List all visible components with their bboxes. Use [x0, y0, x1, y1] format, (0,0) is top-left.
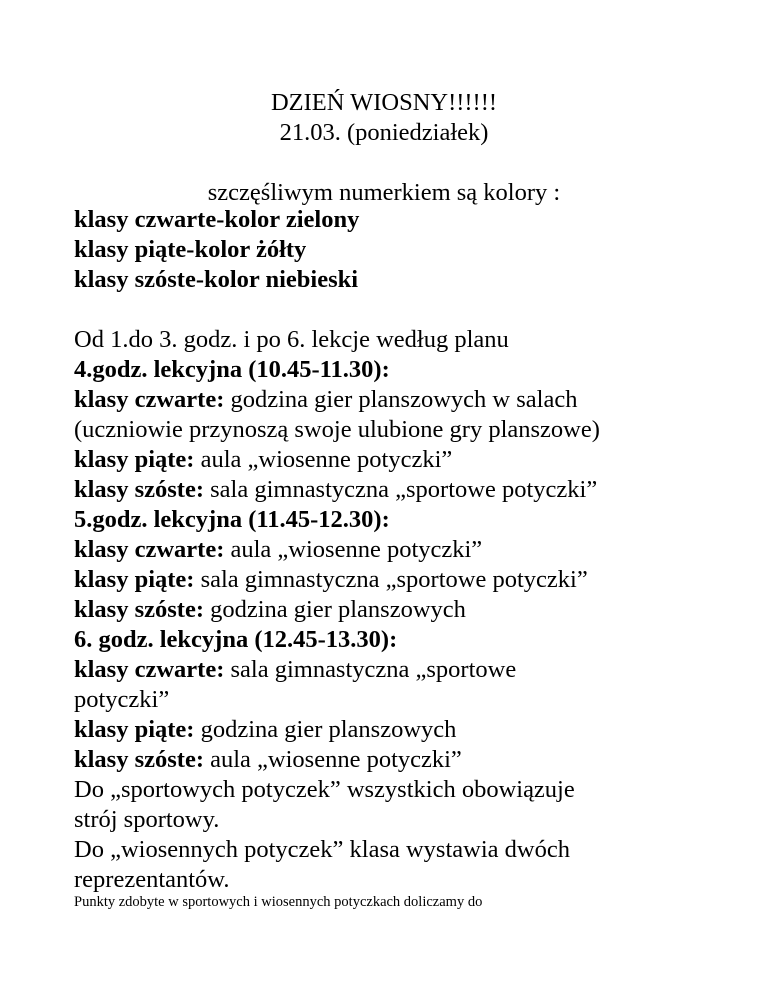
class-label: klasy piąte: — [74, 566, 195, 593]
lesson-6-czwarte-cont: potyczki” — [74, 686, 170, 713]
class-label: klasy szóste: — [74, 476, 204, 503]
class-label: klasy czwarte: — [74, 386, 225, 413]
lucky-number-item: klasy piąte-kolor żółty — [74, 236, 307, 263]
activity-text: godzina gier planszowych — [203, 596, 466, 623]
note-spring-line-2: reprezentantów. — [74, 866, 230, 893]
activity-text: sala gimnastyczna „sportowe potyczki” — [203, 476, 598, 503]
lesson-6-szoste — [74, 745, 462, 775]
activity-text: godzina gier planszowych — [194, 716, 457, 743]
lesson-5-heading: 5.godz. lekcyjna (11.45-12.30): — [74, 506, 390, 533]
lesson-4-szoste — [74, 475, 597, 505]
lesson-4-czwarte-note: (uczniowie przynoszą swoje ulubione gry planszowe) — [74, 416, 600, 443]
page-title: DZIEŃ WIOSNY!!!!!! — [270, 89, 498, 116]
activity-text: aula „wiosenne potyczki” — [194, 446, 453, 473]
class-label: klasy piąte: — [74, 446, 195, 473]
lucky-number-item: klasy czwarte-kolor zielony — [74, 206, 360, 233]
lesson-4-czwarte — [74, 385, 577, 415]
lesson-5-piate — [74, 565, 588, 595]
lesson-5-szoste — [74, 595, 466, 625]
class-label: klasy szóste: — [74, 746, 204, 773]
lesson-4-piate — [74, 445, 452, 475]
class-label: klasy czwarte: — [74, 656, 225, 683]
lesson-5-czwarte — [74, 535, 482, 565]
note-sport-line-2: strój sportowy. — [74, 806, 220, 833]
lucky-number-item: klasy szóste-kolor niebieski — [74, 266, 359, 293]
activity-text: aula „wiosenne potyczki” — [203, 746, 462, 773]
class-label: klasy szóste: — [74, 596, 204, 623]
activity-text: godzina gier planszowych w salach — [224, 386, 578, 413]
note-points: Punkty zdobyte w sportowych i wiosennych potyczkach doliczamy do — [74, 894, 483, 910]
lesson-4-heading: 4.godz. lekcyjna (10.45-11.30): — [74, 356, 390, 383]
class-label: klasy czwarte: — [74, 536, 225, 563]
note-spring-line-1: Do „wiosennych potyczek” klasa wystawia dwóch — [74, 836, 570, 863]
activity-text: aula „wiosenne potyczki” — [224, 536, 483, 563]
lucky-number-intro: szczęśliwym numerkiem są kolory : — [207, 179, 561, 206]
note-sport-line-1: Do „sportowych potyczek” wszystkich obowiązuje — [74, 776, 575, 803]
activity-text: sala gimnastyczna „sportowe potyczki” — [194, 566, 588, 593]
class-label: klasy piąte: — [74, 716, 195, 743]
activity-text: sala gimnastyczna „sportowe — [224, 656, 517, 683]
lesson-6-czwarte — [74, 655, 516, 685]
schedule-intro: Od 1.do 3. godz. i po 6. lekcje według planu — [74, 326, 509, 353]
lesson-6-piate — [74, 715, 456, 745]
lesson-6-heading: 6. godz. lekcyjna (12.45-13.30): — [74, 626, 398, 653]
event-date: 21.03. (poniedziałek) — [279, 119, 489, 146]
